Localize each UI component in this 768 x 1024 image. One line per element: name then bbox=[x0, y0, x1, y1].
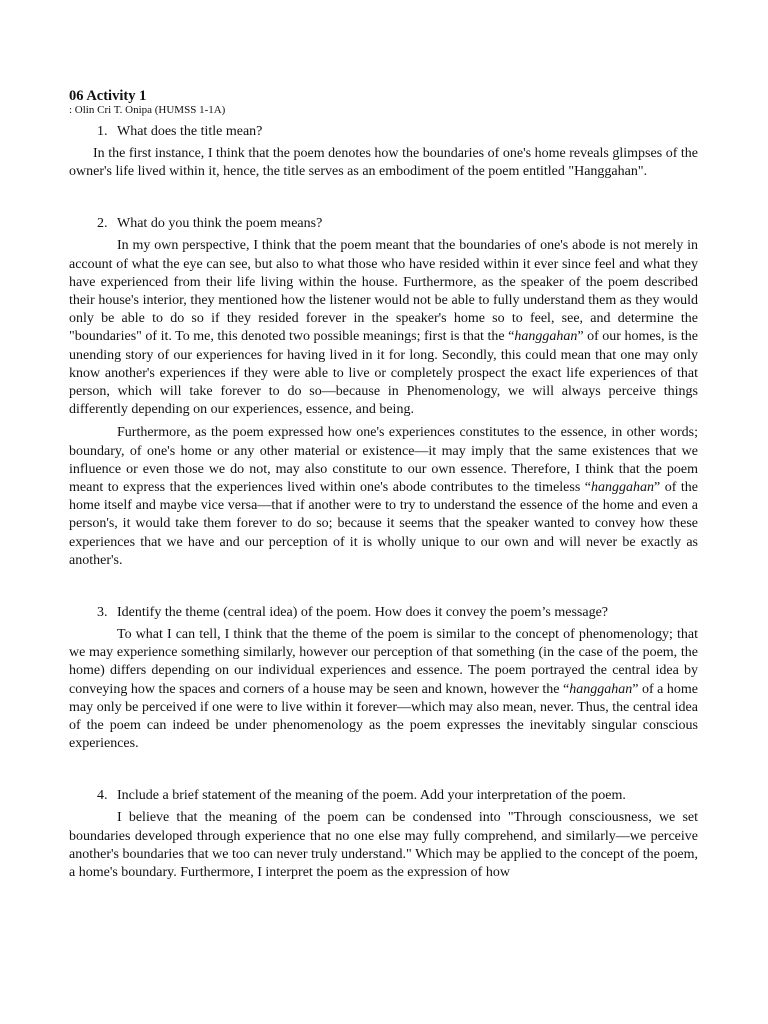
answer-2-paragraph-1 bbox=[69, 237, 698, 419]
italic-term: hanggahan bbox=[569, 681, 633, 697]
question-text: What does the title mean? bbox=[117, 124, 263, 139]
question-number: 3. bbox=[97, 605, 108, 621]
answer-2-paragraph-2 bbox=[69, 424, 698, 570]
question-3 bbox=[97, 604, 698, 622]
answer-4: I believe that the meaning of the poem can be condensed into "Through consciousness, we set boundaries developed through experience that no one else may fully comprehend, and similarly—we perceive another's boundaries that we too can never truly understand." Which may be applied to the concept of the poem, a home's boundary. Furthermore, I interpret the poem as the expression of how bbox=[69, 810, 698, 881]
answer-3 bbox=[69, 626, 698, 753]
question-number: 1. bbox=[97, 124, 108, 139]
answer-1: In the first instance, I think that the poem denotes how the boundaries of one's home reveals glimpses of the owner's life lived within it, hence, the title serves as an embodiment of the poem entitled "Hanggahan". bbox=[69, 146, 698, 180]
question-2 bbox=[97, 215, 698, 233]
document-page bbox=[69, 88, 698, 882]
text-segment: ” of our homes, is the unending story of our experiences for having lived in it for long. Secondly, this could mean that one may only know another's experiences if they were able to live or completely prospect the exact life experiences of that person, which will take forever to do so—because in Phenomenology, we will always perceive things differently depending on our experiences, essence, and being. bbox=[69, 329, 699, 418]
document-title: 06 Activity 1 bbox=[69, 88, 147, 104]
text-segment: Furthermore, as the poem expressed how one's experiences constitutes to the essence, in other words; boundary, of one's home or any other material or existence—it may imply that the same existences that we influence or even those we do not, may also constitute to our own essence. Therefore, I think that the poem meant to express that the experiences lived within one's abode contributes to the timeless “ bbox=[69, 425, 698, 496]
question-4 bbox=[97, 787, 698, 805]
text-segment: ” of a home may only be perceived if one were to live within it forever—which may also mean, never. Thus, the central idea of the poem can indeed be under phenomenology as the poem expresses the inevitably singular conscious experiences. bbox=[69, 681, 698, 752]
question-text: Include a brief statement of the meaning of the poem. Add your interpretation of the poem. bbox=[117, 788, 626, 804]
author-line: : Olin Cri T. Onipa (HUMSS 1-1A) bbox=[69, 104, 226, 116]
question-1 bbox=[97, 123, 698, 141]
question-number: 2. bbox=[97, 216, 108, 232]
italic-term: hanggahan bbox=[591, 480, 654, 496]
text-segment: To what I can tell, I think that the theme of the poem is similar to the concept of phenomenology; that we may experience something similarly, however our perception of that something (in the case of the poem, the home) differs depending on our individual experiences and essence. The poem portrayed the central idea by conveying how the spaces and corners of a house may be seen and known, however the “ bbox=[69, 627, 698, 697]
question-number: 4. bbox=[97, 788, 108, 804]
question-text: What do you think the poem means? bbox=[117, 216, 323, 232]
italic-term: hanggahan bbox=[514, 329, 578, 345]
text-segment: In my own perspective, I think that the poem meant that the boundaries of one's abode is not merely in account of what the eye can see, but also to what those who have resided within it ever since feel and what they have experienced from their life living within the house. Furthermore, as the speaker of the poem described their house's interior, they mentioned how the listener would not be able to fully understand them as they would only be able to do so if they resided forever in the speaker's home so to feel, see, and determine the "boundaries" of it. To me, this denoted two possible meanings; first is that the “ bbox=[69, 238, 698, 345]
text-segment: ” of the home itself and maybe vice versa—that if another were to try to understand the essence of the home and even a person's, it would take them forever to do so; because it seems that the speaker wanted to convey how these experiences that we have and our perception of it is wholly unique to our own and will never be exactly as another's. bbox=[69, 480, 698, 568]
question-text: Identify the theme (central idea) of the poem. How does it convey the poem’s message? bbox=[117, 605, 608, 621]
